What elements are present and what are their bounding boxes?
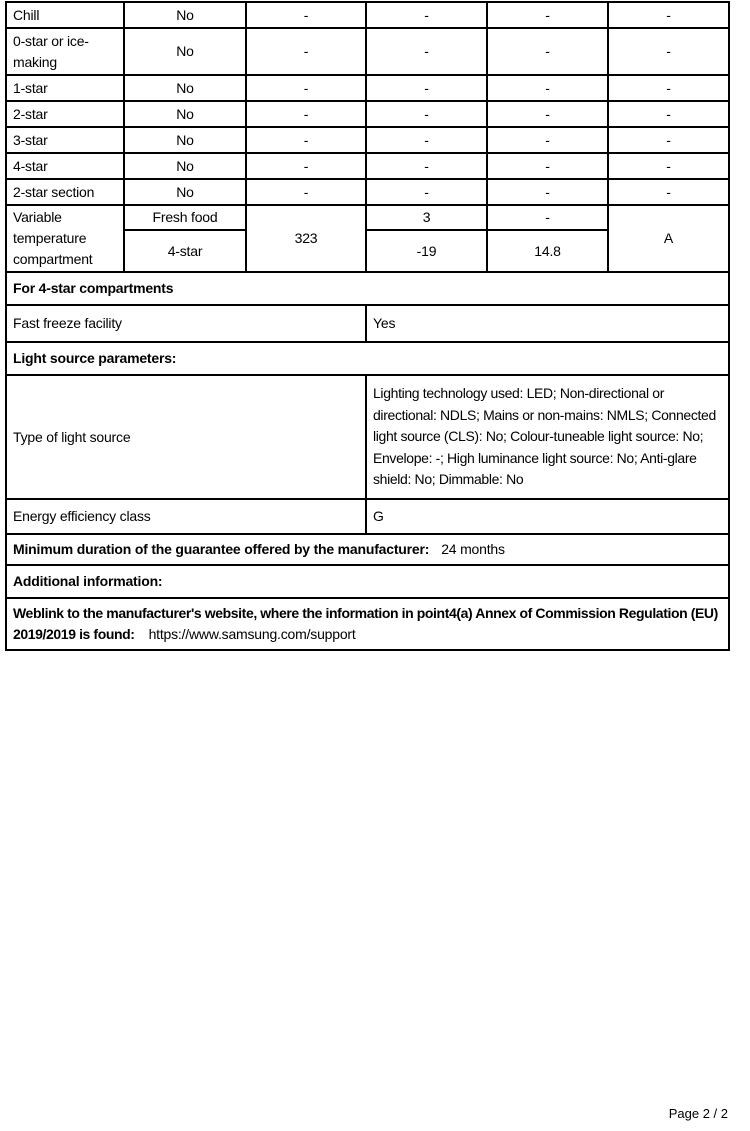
row-additional-information (6, 565, 729, 598)
row-label: Type of light source (6, 375, 366, 499)
cell-value: - (487, 28, 608, 75)
guarantee-label: Minimum duration of the guarantee offered by the manufacturer: (13, 541, 430, 557)
cell-value: - (608, 179, 729, 205)
section-header: Additional information: (6, 565, 729, 598)
cell-value: No (124, 2, 246, 28)
cell-value: - (608, 101, 729, 127)
cell-value: - (246, 28, 366, 75)
row-label: 3-star (6, 127, 124, 153)
cell-value: - (487, 153, 608, 179)
sub-row-type: Fresh food (124, 205, 246, 230)
cell-value: No (124, 28, 246, 75)
row-type-of-light-source (6, 375, 729, 499)
product-fiche-table (5, 1, 730, 651)
cell-value: - (246, 179, 366, 205)
cell-value: - (366, 153, 487, 179)
row-guarantee (6, 534, 729, 565)
row-2-star (6, 101, 729, 127)
cell-value: - (608, 28, 729, 75)
row-3-star (6, 127, 729, 153)
section-header: Light source parameters: (6, 342, 729, 375)
row-0-star-or-ice-making (6, 28, 729, 75)
cell-value: - (487, 127, 608, 153)
cell-value: No (124, 179, 246, 205)
cell-value: - (487, 205, 608, 230)
manufacturer-website-link[interactable]: https://www.samsung.com/support (148, 626, 356, 642)
row-variable-temp-fresh-food (6, 205, 729, 230)
row-label: 4-star (6, 153, 124, 179)
cell-value: - (487, 2, 608, 28)
cell-value: - (608, 153, 729, 179)
row-label: 0-star or ice-making (6, 28, 124, 75)
cell-value: No (124, 101, 246, 127)
row-label: Fast freeze facility (6, 305, 366, 342)
guarantee-value: 24 months (441, 541, 505, 557)
page-number: Page 2 / 2 (668, 1106, 728, 1121)
cell-value: - (366, 2, 487, 28)
row-4-star (6, 153, 729, 179)
cell-value: - (366, 75, 487, 101)
cell-value: - (366, 28, 487, 75)
cell-value: - (366, 179, 487, 205)
row-label: 1-star (6, 75, 124, 101)
cell-value: 14.8 (487, 230, 608, 272)
row-label: 2-star (6, 101, 124, 127)
row-label: Chill (6, 2, 124, 28)
cell-value: - (246, 101, 366, 127)
cell-value: - (487, 179, 608, 205)
row-weblink (6, 598, 729, 650)
row-2-star-section (6, 179, 729, 205)
cell-value: 3 (366, 205, 487, 230)
cell-value: - (246, 153, 366, 179)
cell-value: - (608, 127, 729, 153)
row-four-star-header (6, 272, 729, 305)
variable-temp-class: A (608, 205, 729, 272)
row-light-source-header (6, 342, 729, 375)
weblink-label: Weblink to the manufacturer's website, where the information in point4(a) Annex of Commission Regulation (EU) 2019/2019 is found: (13, 605, 718, 642)
cell-value: - (608, 2, 729, 28)
cell-value: - (246, 2, 366, 28)
row-label: 2-star section (6, 179, 124, 205)
cell-value: - (246, 127, 366, 153)
cell-value: -19 (366, 230, 487, 272)
cell-value: No (124, 75, 246, 101)
cell-value: - (487, 101, 608, 127)
row-energy-efficiency-class (6, 499, 729, 534)
document-page (0, 1, 750, 1131)
cell-value: - (246, 75, 366, 101)
cell-value: No (124, 127, 246, 153)
row-fast-freeze (6, 305, 729, 342)
row-chill (6, 2, 729, 28)
cell-value: No (124, 153, 246, 179)
sub-row-type: 4-star (124, 230, 246, 272)
row-1-star (6, 75, 729, 101)
cell-value: - (487, 75, 608, 101)
row-label: Energy efficiency class (6, 499, 366, 534)
section-header: For 4-star compartments (6, 272, 729, 305)
cell-value: Yes (366, 305, 729, 342)
light-source-details: Lighting technology used: LED; Non-directional or directional: NDLS; Mains or non-mains: NMLS; Connected light source (CLS): No; Colour-tuneable light source: No; Envelope: -; High luminance light source: No; Anti-glare shield: No; Dimmable: No (366, 375, 729, 499)
cell-value: G (366, 499, 729, 534)
cell-value: - (608, 75, 729, 101)
cell-value: - (366, 101, 487, 127)
variable-temp-volume: 323 (246, 205, 366, 272)
variable-temp-label: Variable temperature compartment (6, 205, 124, 272)
cell-value: - (366, 127, 487, 153)
